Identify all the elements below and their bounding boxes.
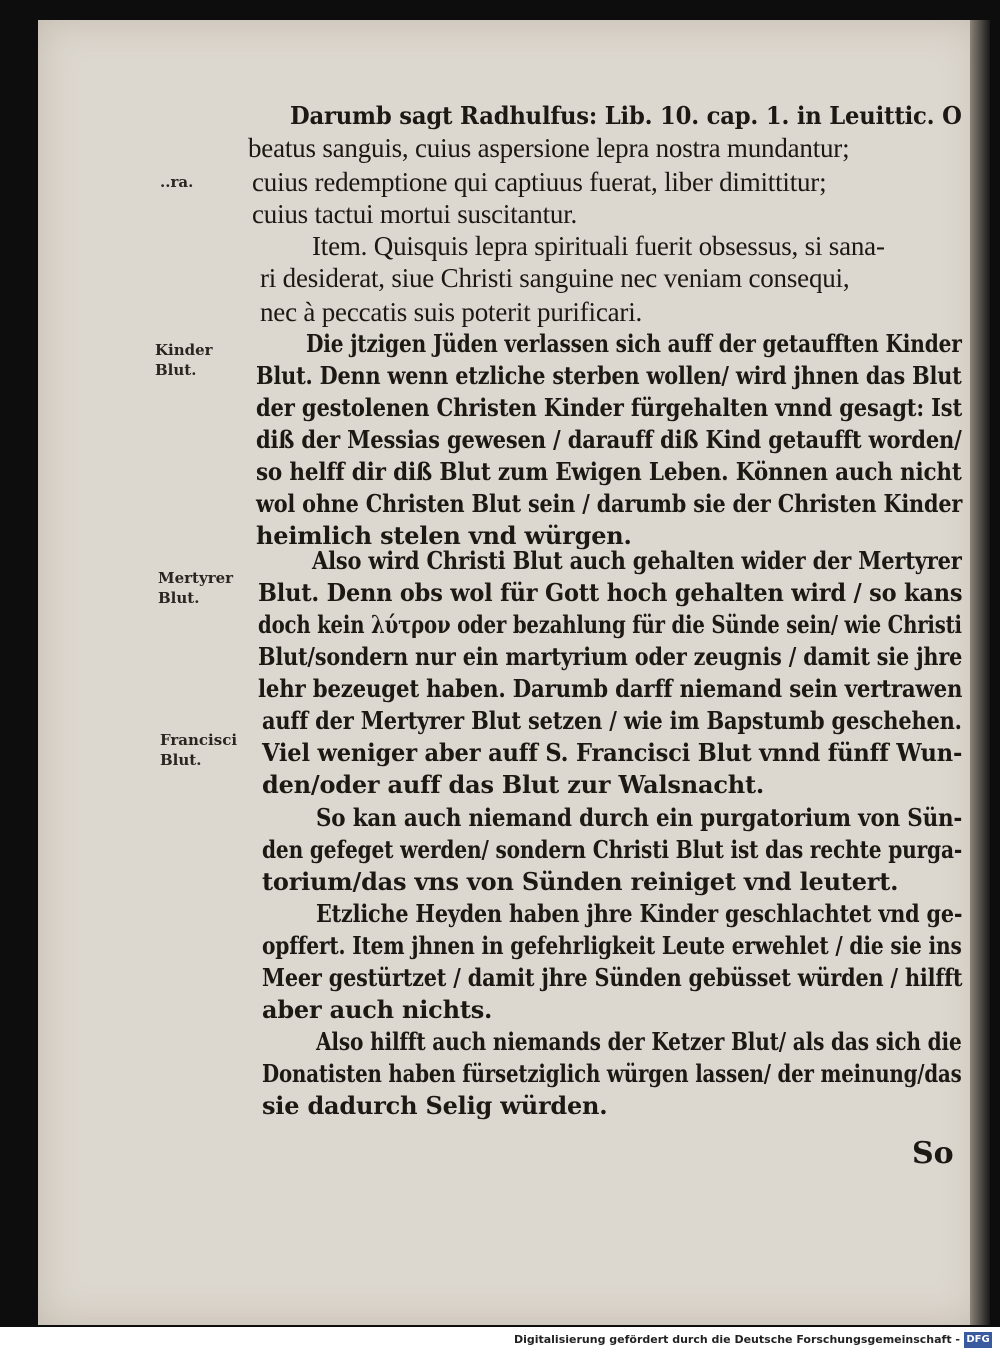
margin-note: ..ra. (160, 173, 194, 191)
margin-note-francisci-blut: Francisci Blut. (160, 731, 238, 769)
text-line: wol ohne Christen Blut sein / darumb sie der Christen Kinder (256, 489, 963, 518)
footer-bar (0, 1327, 1000, 1355)
text-line: opffert. Item jhnen in gefehrligkeit Leute erwehlet / die sie ins (262, 931, 962, 960)
margin-note-mertyrer-blut: Mertyrer Blut. (158, 569, 234, 607)
text-line: Item. Quisquis lepra spirituali fuerit obsessus, si sana- (312, 231, 885, 261)
text-line: Blut. Denn obs wol für Gott hoch gehalten wird / so kans (258, 578, 963, 607)
text-line: aber auch nichts. (262, 995, 493, 1024)
text-line: beatus sanguis, cuius aspersione lepra nostra mundantur; (248, 133, 850, 163)
text-line: den gefeget werden/ sondern Christi Blut ist das rechte purga- (262, 835, 963, 864)
footer-credit: Digitalisierung gefördert durch die Deutsche Forschungsgemeinschaft - (513, 1333, 960, 1346)
text-line: Blut. Denn wenn etzliche sterben wollen/ wird jhnen das Blut (256, 361, 962, 390)
text-line: Darumb sagt Radhulfus: Lib. 10. cap. 1. in Leuittic. O (290, 101, 962, 130)
text-line: Die jtzigen Jüden verlassen sich auff der getaufften Kinder (306, 329, 962, 358)
text-line: so helff dir diß Blut zum Ewigen Leben. Können auch nicht (256, 457, 962, 486)
text-line: cuius redemptione qui captiuus fuerat, liber dimittitur; (252, 167, 827, 197)
text-line: Meer gestürtzet / damit jhre Sünden gebüsset würden / hilfft (262, 963, 963, 992)
text-line: ri desiderat, siue Christi sanguine nec veniam consequi, (260, 263, 850, 293)
text-line: torium/das vns von Sünden reiniget vnd leutert. (262, 867, 899, 896)
text-line: lehr bezeuget haben. Darumb darff niemand sein vertrawen (258, 674, 963, 703)
text-line: Etzliche Heyden haben jhre Kinder geschlachtet vnd ge- (316, 899, 963, 928)
text-line: doch kein λύτρον oder bezahlung für die Sünde sein/ wie Christi (258, 610, 962, 639)
text-line: Also hilfft auch niemands der Ketzer Blut/ als das sich die (316, 1027, 962, 1056)
text-line: So kan auch niemand durch ein purgatorium von Sün- (316, 803, 963, 832)
text-line: den/oder auff das Blut zur Walsnacht. (262, 770, 765, 799)
margin-note-kinder-blut: Kinder Blut. (155, 341, 213, 379)
text-line: sie dadurch Selig würden. (262, 1091, 608, 1120)
text-line: der gestolenen Christen Kinder fürgehalten vnnd gesagt: Ist (256, 393, 963, 422)
text-line: Blut/sondern nur ein martyrium oder zeugnis / damit sie jhre (258, 642, 963, 671)
text-line: diß der Messias gewesen / darauff diß Kind getaufft worden/ (256, 425, 962, 454)
text-line: cuius tactui mortui suscitantur. (252, 199, 578, 229)
text-line: nec à peccatis suis poterit purificari. (260, 297, 643, 327)
dfg-logo-icon: DFG (964, 1332, 992, 1348)
text-line: Also wird Christi Blut auch gehalten wider der Mertyrer (312, 546, 962, 575)
text-line: auff der Mertyrer Blut setzen / wie im Bapstumb geschehen. (262, 706, 962, 735)
catchword: So (912, 1136, 954, 1171)
text-line: heimlich stelen vnd würgen. (256, 521, 632, 550)
text-line: Donatisten haben fürsetziglich würgen lassen/ der meinung/das (262, 1059, 962, 1088)
text-line: Viel weniger aber auff S. Francisci Blut vnnd fünff Wun- (262, 738, 963, 767)
